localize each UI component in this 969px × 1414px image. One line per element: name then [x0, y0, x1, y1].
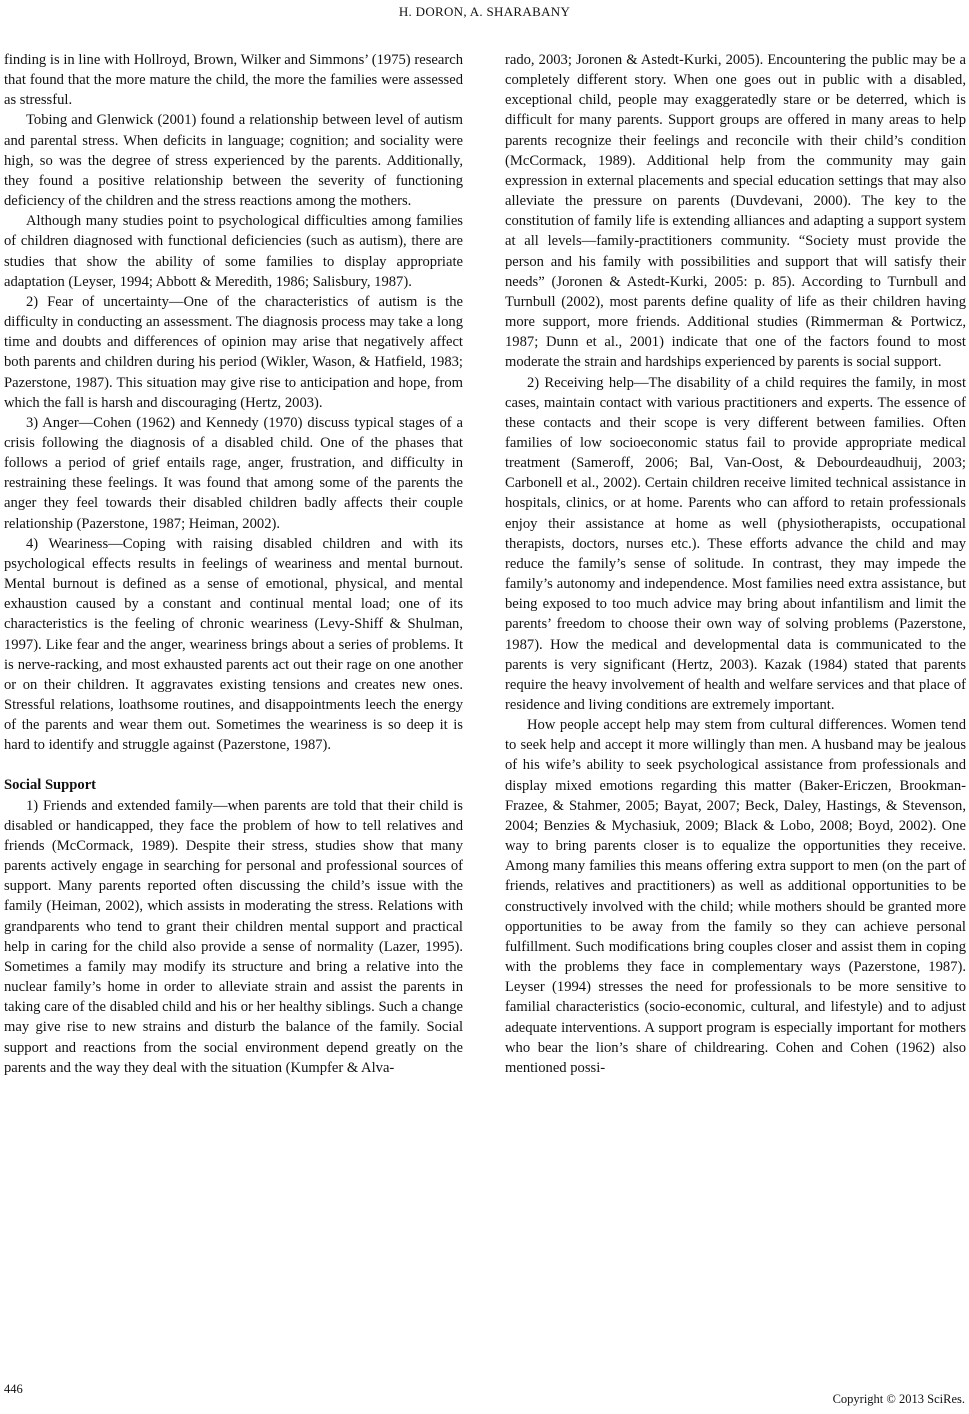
section-heading: Social Support	[4, 777, 97, 794]
page-number: 446	[4, 1382, 23, 1396]
right-column	[505, 50, 966, 1078]
copyright-notice: Copyright © 2013 SciRes.	[832, 1392, 965, 1406]
left-column	[4, 50, 463, 1078]
paragraph: Although many studies point to psychological difficulties among families of children diagnosed with functional deficiencies (such as autism), there are studies that show the ability of some families to display appropriate adaptation (Leyser, 1994; Abbott & Meredith, 1986; Salisbury, 1987).	[4, 213, 463, 290]
paragraph: 2) Receiving help—The disability of a child requires the family, in most cases, maintain contact with various practitioners and experts. The essence of these contacts and their scope is very different between families. Often families of low socioeconomic status fail to provide appropriate medical treatment (Sameroff, 2006; Bal, Van-Oost, & Debourdeaudhuij, 2003; Carbonell et al., 2002). Certain children receive limited technical assistance in hospitals, clinics, or at home. Parents who can afford to retain professionals enjoy their assistance at home as well (physiotherapists, occupational therapists, doctors, nurses etc.). These efforts advance the child and may reduce the family’s sense of solitude. In contrast, they may impede the family’s autonomy and independence. Most families need extra assistance, but being exposed to too much advice may bring about infantilism and limit the parents’ freedom to choose their own way of solving problems (Pazerstone, 1987). How the medical and developmental data is communicated to the parents is very significant (Hertz, 2003). Kazak (1984) stated that parents require the heavy involvement of health and welfare services and that place of residence and living conditions are extremely important.	[505, 374, 966, 713]
paragraph: 1) Friends and extended family—when parents are told that their child is disabled or handicapped, they face the problem of how to tell relatives and friends (McCormack, 1989). Despite their stress, studies show that many parents actively engage in searching for personal and professional sources of support. Many parents reported often discussing the child’s issue with the family (Heiman, 2002), which assists in moderating the stress. Relations with grandparents who tend to grant their children mental support and practical help in caring for the child also provide a sense of normality (Lazer, 1995). Sometimes a family may modify its structure and bring a relative into the nuclear family’s home in order to alleviate strain and assist the parents in taking care of the disabled child and his or her healthy siblings. Such a change may give rise to new strains and disturb the balance of the family. Social support and reactions from the social environment depend greatly on the parents and the way they deal with the situation (Kumpfer & Alva-	[4, 797, 463, 1076]
paragraph: How people accept help may stem from cultural differences. Women tend to seek help and accept it more willingly than men. A husband may be jealous of his wife’s ability to seek psychological assistance from professionals and display mixed emotions regarding this matter (Baker-Ericzen, Brookman-Frazee, & Stahmer, 2005; Bayat, 2007; Beck, Daley, Hastings, & Stevenson, 2004; Benzies & Mychasiuk, 2009; Black & Lobo, 2008; Boyd, 2002). One way to bring parents closer is to equalize the opportunities they receive. Among many families this means offering extra support to men (on the part of friends, relatives and practitioners) as well as additional opportunities to be constructively involved with the child; while mothers should be granted more opportunities to be away from the family so they can achieve personal fulfillment. Such modifications bring couples closer and assist them in coping with the problems they face in complementary ways (Pazerstone, 1987). Leyser (1994) stresses the need for professionals to be more sensitive to familial characteristics (socio-economic, cultural, and lifestyle) and to adjust adequate interventions. A support program is especially important for mothers who bear the lion’s share of childrearing. Cohen and Cohen (1962) also mentioned possi-	[505, 717, 966, 1076]
paragraph: 2) Fear of uncertainty—One of the characteristics of autism is the difficulty in conducting an assessment. The diagnosis process may take a long time and doubts and differences of opinion may arise that negatively affect both parents and children during his period (Wikler, Wason, & Hatfield, 1983; Pazerstone, 1987). This situation may give rise to anticipation and hope, from which the fall is harsh and discouraging (Hertz, 2003).	[4, 293, 463, 411]
paragraph: rado, 2003; Joronen & Astedt-Kurki, 2005). Encountering the public may be a completely different story. When one goes out in public with a disabled, exceptional child, people may exaggeratedly stare or be deterred, which is difficult for many parents. Support groups are offered in many areas to help parents recognize their feelings and reconcile with their child’s condition (McCormack, 1989). Additional help from the community may gain expression in external placements and special education settings that may also alleviate the pressure on parents (Duvdevani, 2000). The key to the constitution of family life is extending alliances and adapting a support system at all levels—family-practitioners community. “Society must provide the person and his family with possibilities and support that will satisfy their needs” (Joronen & Astedt-Kurki, 2005: p. 85). According to Turnbull and Turnbull (2002), most parents define quality of life as their children having more support, more friends. Additional studies (Rimmerman & Portwicz, 1987; Dunn et al., 2001) indicate that one of the factors found to most moderate the strain and hardships experienced by parents is social support.	[505, 52, 966, 371]
paragraph: 3) Anger—Cohen (1962) and Kennedy (1970) discuss typical stages of a crisis following the diagnosis of a disabled child. One of the phases that follows a period of grief entails rage, anger, frustration, and difficulty in restraining these feelings. It was found that among some of the parents the anger they feel towards their disabled children badly affects their couple relationship (Pazerstone, 1987; Heiman, 2002).	[4, 414, 463, 532]
running-header: H. DORON, A. SHARABANY	[398, 4, 571, 19]
paragraph: 4) Weariness—Coping with raising disabled children and with its psychological effects results in feelings of weariness and mental burnout. Mental burnout is defined as a sense of emotional, physical, and mental exhaustion caused by a constant and continual mental load; one of its characteristics is the feeling of chronic weariness (Levy-Shiff & Shulman, 1997). Like fear and the anger, weariness brings about a series of problems. It is nerve-racking, and most exhausted parents act out their rage on one another or on their children. It aggravates existing tensions and creates new ones. Stressful relations, loathsome routines, and disappointments leech the energy of the parents and wear them out. Sometimes the weariness is so deep it is hard to identify and struggle against (Pazerstone, 1987).	[4, 535, 463, 754]
paragraph: Tobing and Glenwick (2001) found a relationship between level of autism and parental stress. When deficits in language; cognition; and sociality were high, so was the degree of stress experienced by the parents. Additionally, they found a positive relationship between the severity of functioning deficiency of the children and the stress reactions among the mothers.	[4, 112, 463, 210]
paragraph: finding is in line with Hollroyd, Brown, Wilker and Simmons’ (1975) research that found that the more mature the child, the more the families were assessed as stressful.	[4, 52, 463, 109]
